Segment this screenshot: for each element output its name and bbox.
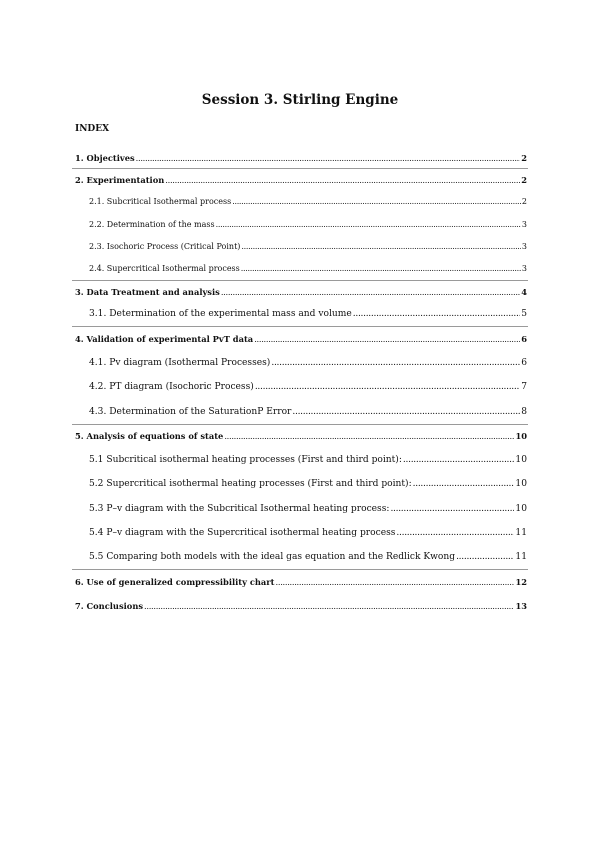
toc-entry-page: 4 xyxy=(521,287,527,297)
toc-entry-title: 2.3. Isochoric Process (Critical Point) xyxy=(89,242,241,251)
toc-entry-page: 6 xyxy=(521,358,527,368)
dot-leader xyxy=(403,453,515,467)
dot-leader xyxy=(292,405,520,419)
dot-leader xyxy=(390,502,514,516)
toc-entry[interactable] xyxy=(75,151,527,165)
divider xyxy=(72,326,528,327)
dot-leader xyxy=(165,173,520,187)
dot-leader xyxy=(241,240,520,254)
toc-entry[interactable] xyxy=(89,477,527,491)
dot-leader xyxy=(276,575,515,589)
toc-entry-title: 2. Experimentation xyxy=(75,175,165,185)
toc-entry-title: 1. Objectives xyxy=(75,153,135,163)
dot-leader xyxy=(136,151,521,165)
divider xyxy=(72,168,528,169)
divider xyxy=(72,424,528,425)
toc-entry-title: 7. Conclusions xyxy=(75,601,144,611)
toc-entry[interactable] xyxy=(89,307,527,321)
toc-entry[interactable] xyxy=(75,285,527,299)
dot-leader xyxy=(254,332,520,346)
toc-entry-title: 5.3 P–v diagram with the Subcritical Isothermal heating process: xyxy=(89,504,390,514)
toc-entry-page: 2 xyxy=(521,175,527,185)
toc-entry-page: 11 xyxy=(515,552,527,562)
toc-entry[interactable] xyxy=(89,195,527,209)
dot-leader xyxy=(144,599,514,613)
toc-entry-title: 5.2 Supercritical isothermal heating processes (First and third point): xyxy=(89,479,412,489)
dot-leader xyxy=(224,429,514,443)
toc-entry-title: 6. Use of generalized compressibility chart xyxy=(75,577,275,587)
toc-entry-page: 10 xyxy=(515,479,527,489)
toc-entry-title: 4.2. PT diagram (Isochoric Process) xyxy=(89,382,254,392)
divider xyxy=(72,280,528,281)
toc-entry[interactable] xyxy=(89,356,527,370)
toc-entry-page: 11 xyxy=(515,528,527,538)
toc-entry[interactable] xyxy=(89,218,527,232)
toc-entry-title: 3.1. Determination of the experimental mass and volume xyxy=(89,309,352,319)
toc-entry-page: 3 xyxy=(521,242,527,251)
toc-entry-page: 10 xyxy=(515,504,527,514)
dot-leader xyxy=(413,477,515,491)
dot-leader xyxy=(271,356,520,370)
toc-entry[interactable] xyxy=(89,380,527,394)
toc-entry-title: 3. Data Treatment and analysis xyxy=(75,287,220,297)
dot-leader xyxy=(255,380,520,394)
toc-entry-title: 2.2. Determination of the mass xyxy=(89,220,215,229)
toc-entry-title: 5.5 Comparing both models with the ideal gas equation and the Redlick Kwong xyxy=(89,552,456,562)
toc-entry[interactable] xyxy=(75,575,527,589)
toc-entry-page: 2 xyxy=(521,197,527,206)
toc-entry[interactable] xyxy=(89,262,527,276)
toc-entry-page: 5 xyxy=(521,309,527,319)
toc-entry[interactable] xyxy=(75,599,527,613)
toc-entry[interactable] xyxy=(75,429,527,443)
toc-entry-title: 5. Analysis of equations of state xyxy=(75,431,224,441)
toc-entry-title: 4. Validation of experimental PvT data xyxy=(75,334,254,344)
toc-entry-title: 4.3. Determination of the SaturationP Error xyxy=(89,407,292,417)
toc-entry-page: 13 xyxy=(515,601,527,611)
toc-entry-title: 2.1. Subcritical Isothermal process xyxy=(89,197,232,206)
dot-leader xyxy=(241,262,521,276)
toc-entry-page: 10 xyxy=(515,455,527,465)
dot-leader xyxy=(396,526,514,540)
toc-entry-page: 2 xyxy=(521,153,527,163)
toc-entry[interactable] xyxy=(75,332,527,346)
toc-entry[interactable] xyxy=(89,453,527,467)
dot-leader xyxy=(353,307,520,321)
toc-entry-page: 6 xyxy=(521,334,527,344)
toc-entry-title: 5.4 P–v diagram with the Supercritical isothermal heating process xyxy=(89,528,396,538)
toc-entry-page: 10 xyxy=(515,431,527,441)
toc-entry[interactable] xyxy=(89,240,527,254)
dot-leader xyxy=(216,218,521,232)
divider xyxy=(72,569,528,570)
toc-entry-page: 3 xyxy=(521,220,527,229)
toc-entry-page: 8 xyxy=(521,407,527,417)
dot-leader xyxy=(221,285,520,299)
toc-entry[interactable] xyxy=(89,526,527,540)
toc-entry-title: 2.4. Supercritical Isothermal process xyxy=(89,264,240,273)
dot-leader xyxy=(232,195,521,209)
toc-entry[interactable] xyxy=(75,173,527,187)
dot-leader xyxy=(456,550,514,564)
index-heading: INDEX xyxy=(75,124,110,134)
toc-entry-page: 12 xyxy=(515,577,527,587)
toc-entry-page: 7 xyxy=(521,382,527,392)
toc-entry[interactable] xyxy=(89,405,527,419)
page-title: Session 3. Stirling Engine xyxy=(201,92,399,108)
toc-entry-page: 3 xyxy=(521,264,527,273)
toc-entry[interactable] xyxy=(89,502,527,516)
toc-entry-title: 4.1. Pv diagram (Isothermal Processes) xyxy=(89,358,271,368)
toc-entry-title: 5.1 Subcritical isothermal heating processes (First and third point): xyxy=(89,455,402,465)
toc-entry[interactable] xyxy=(89,550,527,564)
